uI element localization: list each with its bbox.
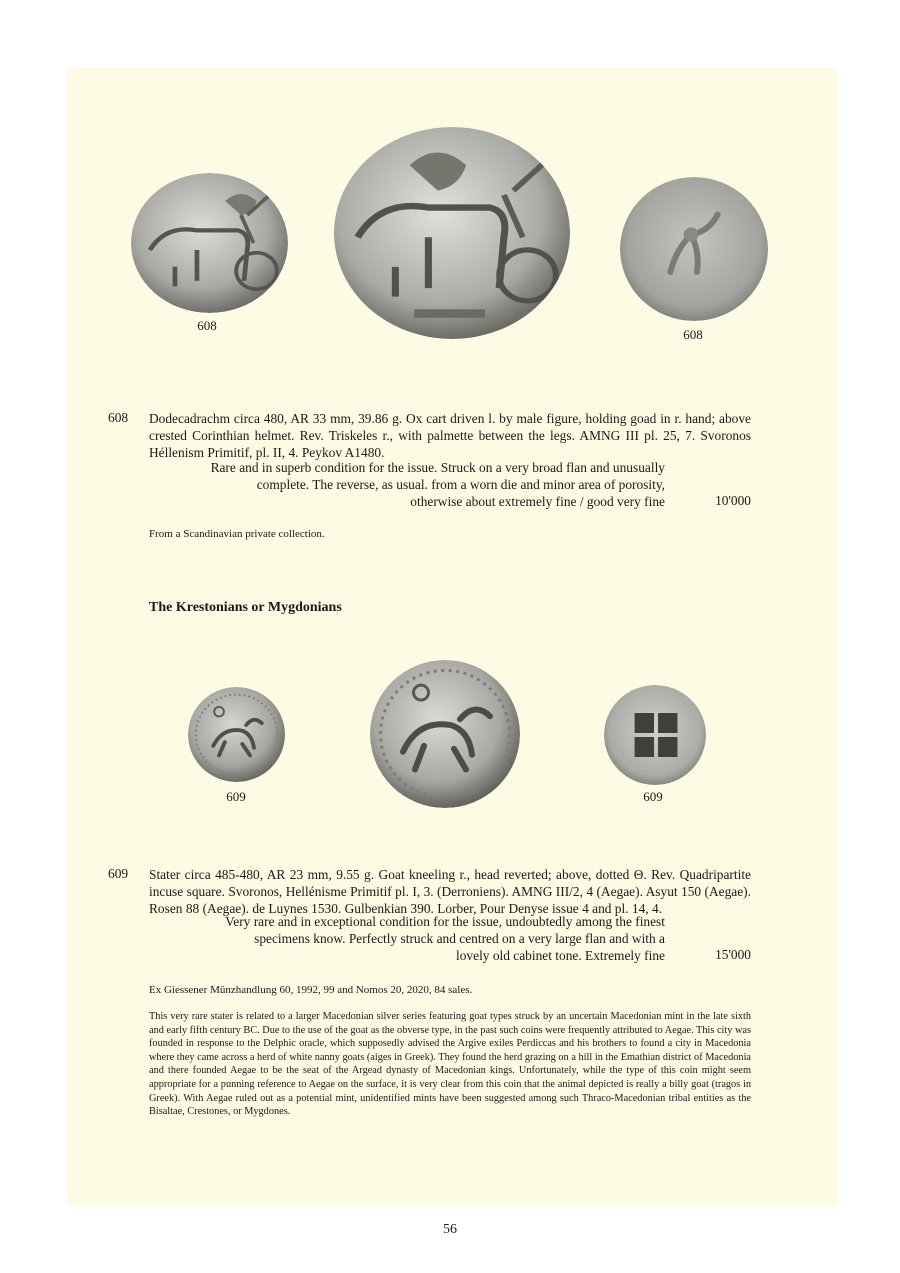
coin-609-obverse-label: 609	[226, 789, 246, 804]
lot-608-condition-line-2: complete. The reverse, as usual. from a worn die and minor area of porosity,	[256, 477, 665, 492]
coin-609-reverse-image	[604, 685, 706, 785]
coin-608-reverse-label: 608	[683, 327, 703, 342]
section-title: The Krestonians or Mygdonians	[149, 600, 342, 615]
page-number: 56	[443, 1222, 457, 1237]
lot-608-description: Dodecadrachm circa 480, AR 33 mm, 39.86 g. Ox cart driven l. by male figure, holding goad in r. hand; above crested Corinthian helmet. Rev. Triskeles r., with palmette between the legs. AMNG III pl. 25, 7. Svoronos Héllenism Primitif, pl. II, 4. Peykov A1480.	[149, 411, 751, 460]
lot-609-provenance: Ex Giessener Münzhandlung 60, 1992, 99 and Nomos 20, 2020, 84 sales.	[149, 984, 473, 996]
coin-609-obverse-image	[188, 687, 285, 782]
lot-608-number: 608	[108, 410, 129, 425]
coin-608-obverse-large-image	[334, 127, 570, 339]
lot-609-condition-line-3: lovely old cabinet tone. Extremely fine	[456, 948, 665, 963]
lot-608-condition-line-1: Rare and in superb condition for the issue. Struck on a very broad flan and unusually	[210, 460, 665, 475]
lot-608-condition-line-3: otherwise about extremely fine / good very fine	[410, 494, 665, 509]
lot-609-number: 609	[108, 866, 129, 881]
lot-609-historical-note: This very rare stater is related to a larger Macedonian silver series featuring goat types struck by an uncertain Macedonian mint in the late sixth and early fifth century BC. Due to the use of the goat as the obverse type, in the past such coins were frequently attributed to Aegae. This city was founded in response to the Delphic oracle, which supposedly advised the Argive exiles Perdiccas and his brothers to found a city in Macedonia where they came across a herd of white nanny goats (aiges in Greek). They found the herd grazing on a hill in the Emathian district of Macedonia and there founded Aegae to be the seat of the Argead dynasty of Macedonian kings. Unfortunately, while the type of this coin might seem appropriate for a punning reference to Aegae on the surface, it is very clear from this coin that the animal depicted is really a billy goat (tragos in Greek). With Aegae ruled out as a potential mint, unidentified mints have been suggested among such Thraco-Macedonian tribal entities as the Bisaltae, Crestones, or Mygdones.	[149, 1011, 751, 1118]
coin-608-obverse-image	[131, 173, 288, 313]
lot-609-condition-line-1: Very rare and in exceptional condition for the issue, undoubtedly among the finest	[225, 914, 665, 929]
lot-608-estimate: 10'000	[715, 493, 751, 508]
coin-608-reverse-image	[620, 177, 768, 321]
coin-608-obverse-label: 608	[197, 318, 217, 333]
lot-608-provenance: From a Scandinavian private collection.	[149, 528, 325, 540]
coin-609-obverse-large-image	[370, 660, 520, 808]
coin-609-reverse-label: 609	[643, 789, 663, 804]
lot-609-estimate: 15'000	[715, 947, 751, 962]
lot-609-condition-line-2: specimens know. Perfectly struck and centred on a very large flan and with a	[254, 931, 665, 946]
lot-609-description: Stater circa 485-480, AR 23 mm, 9.55 g. Goat kneeling r., head reverted; above, dotted Θ. Rev. Quadripartite incuse square. Svoronos, Hellénisme Primitif pl. I, 3. (Derroniens). AMNG III/2, 4 (Aegae). Asyut 150 (Aegae). Rosen 88 (Aegae). de Luynes 1530. Gulbenkian 390. Lorber, Pour Denyse issue 4 and pl. 14, 4.	[149, 867, 751, 916]
